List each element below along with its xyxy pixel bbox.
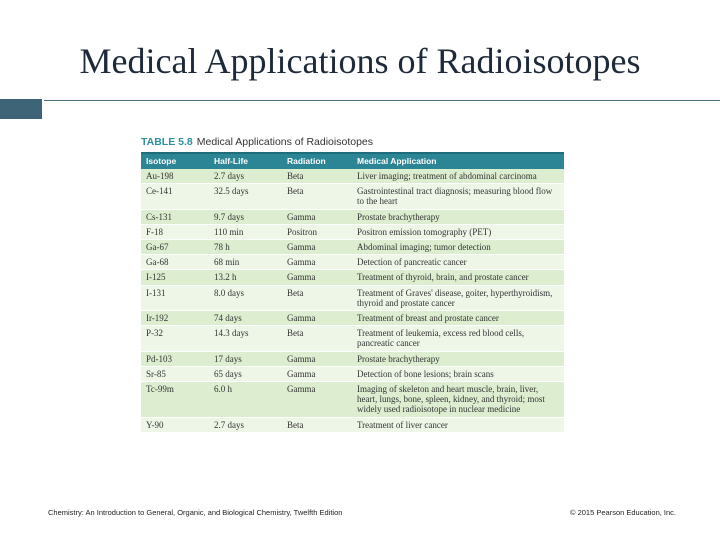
cell-radiation: Gamma bbox=[287, 242, 316, 253]
cell-medical-application: Treatment of leukemia, excess red blood cells, pancreatic cancer bbox=[357, 328, 525, 349]
cell-isotope: Cs-131 bbox=[146, 211, 173, 222]
title-rule bbox=[44, 100, 720, 101]
table-caption-text: Medical Applications of Radioisotopes bbox=[196, 136, 374, 148]
cell-isotope: Ce-141 bbox=[146, 186, 173, 197]
table-row bbox=[141, 225, 564, 240]
cell-medical-application: Treatment of thyroid, brain, and prostate cancer bbox=[357, 272, 529, 283]
table-row bbox=[141, 286, 564, 311]
cell-half-life: 17 days bbox=[214, 353, 242, 364]
cell-half-life: 74 days bbox=[214, 313, 242, 324]
cell-medical-application: Positron emission tomography (PET) bbox=[357, 226, 492, 237]
cell-radiation: Gamma bbox=[287, 313, 316, 324]
header-half-life: Half-Life bbox=[214, 156, 248, 166]
cell-radiation: Gamma bbox=[287, 257, 316, 268]
table-header-row bbox=[141, 152, 564, 169]
header-radiation: Radiation bbox=[287, 156, 326, 166]
footer-copyright: © 2015 Pearson Education, Inc. bbox=[569, 508, 676, 517]
cell-isotope: I-125 bbox=[146, 272, 166, 283]
cell-radiation: Gamma bbox=[287, 384, 316, 395]
cell-isotope: Y-90 bbox=[146, 419, 164, 430]
table-caption bbox=[141, 135, 564, 149]
cell-radiation: Gamma bbox=[287, 353, 316, 364]
cell-medical-application: Treatment of Graves' disease, goiter, hyperthyroidism, thyroid and prostate cancer bbox=[357, 287, 553, 308]
cell-half-life: 2.7 days bbox=[214, 419, 244, 430]
cell-medical-application: Detection of bone lesions; brain scans bbox=[357, 368, 494, 379]
cell-radiation: Beta bbox=[287, 328, 304, 339]
cell-half-life: 32.5 days bbox=[214, 186, 249, 197]
cell-radiation: Gamma bbox=[287, 368, 316, 379]
cell-medical-application: Detection of pancreatic cancer bbox=[357, 257, 467, 268]
cell-medical-application: Prostate brachytherapy bbox=[357, 211, 440, 222]
table-row bbox=[141, 255, 564, 270]
cell-radiation: Gamma bbox=[287, 272, 316, 283]
cell-isotope: I-131 bbox=[146, 287, 166, 298]
table-row bbox=[141, 382, 564, 418]
title-accent-block bbox=[0, 99, 42, 119]
cell-half-life: 68 min bbox=[214, 257, 240, 268]
slide-title: Medical Applications of Radioisotopes bbox=[79, 41, 641, 81]
cell-medical-application: Abdominal imaging; tumor detection bbox=[357, 242, 491, 253]
cell-medical-application: Treatment of liver cancer bbox=[357, 419, 448, 430]
cell-radiation: Positron bbox=[287, 226, 318, 237]
cell-isotope: Tc-99m bbox=[146, 384, 174, 395]
cell-half-life: 13.2 h bbox=[214, 272, 237, 283]
cell-half-life: 2.7 days bbox=[214, 171, 244, 181]
footer-citation: Chemistry: An Introduction to General, Organic, and Biological Chemistry, Twelfth Edition bbox=[48, 508, 343, 517]
cell-radiation: Beta bbox=[287, 287, 304, 298]
table-caption-label: TABLE 5.8 bbox=[141, 136, 193, 148]
cell-isotope: Sr-85 bbox=[146, 368, 166, 379]
cell-isotope: Au-198 bbox=[146, 171, 174, 181]
cell-radiation: Gamma bbox=[287, 211, 316, 222]
cell-isotope: P-32 bbox=[146, 328, 164, 339]
table-row bbox=[141, 418, 564, 433]
table-row bbox=[141, 326, 564, 351]
table-row bbox=[141, 184, 564, 209]
cell-half-life: 9.7 days bbox=[214, 211, 244, 222]
cell-medical-application: Imaging of skeleton and heart muscle, brain, liver, heart, lungs, bone, spleen, kidney, and thyroid; most widely used radioisotope in nuclear medicine bbox=[357, 384, 545, 415]
cell-medical-application: Prostate brachytherapy bbox=[357, 353, 440, 364]
cell-isotope: Ga-68 bbox=[146, 257, 169, 268]
radioisotope-table bbox=[141, 135, 564, 433]
cell-half-life: 14.3 days bbox=[214, 328, 249, 339]
cell-medical-application: Gastrointestinal tract diagnosis; measuring blood flow to the heart bbox=[357, 186, 553, 207]
cell-radiation: Beta bbox=[287, 186, 304, 197]
cell-half-life: 78 h bbox=[214, 242, 230, 253]
table-body bbox=[141, 169, 564, 433]
cell-medical-application: Liver imaging; treatment of abdominal carcinoma bbox=[357, 171, 537, 181]
cell-half-life: 110 min bbox=[214, 226, 244, 237]
cell-isotope: Ir-192 bbox=[146, 313, 169, 324]
table-row bbox=[141, 311, 564, 326]
cell-half-life: 8.0 days bbox=[214, 287, 244, 298]
table-row bbox=[141, 210, 564, 225]
cell-half-life: 6.0 h bbox=[214, 384, 232, 395]
table-row bbox=[141, 367, 564, 382]
cell-radiation: Beta bbox=[287, 171, 304, 181]
table-row bbox=[141, 352, 564, 367]
cell-isotope: F-18 bbox=[146, 226, 164, 237]
cell-radiation: Beta bbox=[287, 419, 304, 430]
table-row bbox=[141, 169, 564, 184]
table-row bbox=[141, 240, 564, 255]
header-isotope: Isotope bbox=[146, 156, 177, 166]
cell-isotope: Ga-67 bbox=[146, 242, 169, 253]
cell-medical-application: Treatment of breast and prostate cancer bbox=[357, 313, 499, 324]
header-medical-application: Medical Application bbox=[357, 156, 437, 166]
cell-half-life: 65 days bbox=[214, 368, 242, 379]
table-row bbox=[141, 270, 564, 285]
cell-isotope: Pd-103 bbox=[146, 353, 173, 364]
